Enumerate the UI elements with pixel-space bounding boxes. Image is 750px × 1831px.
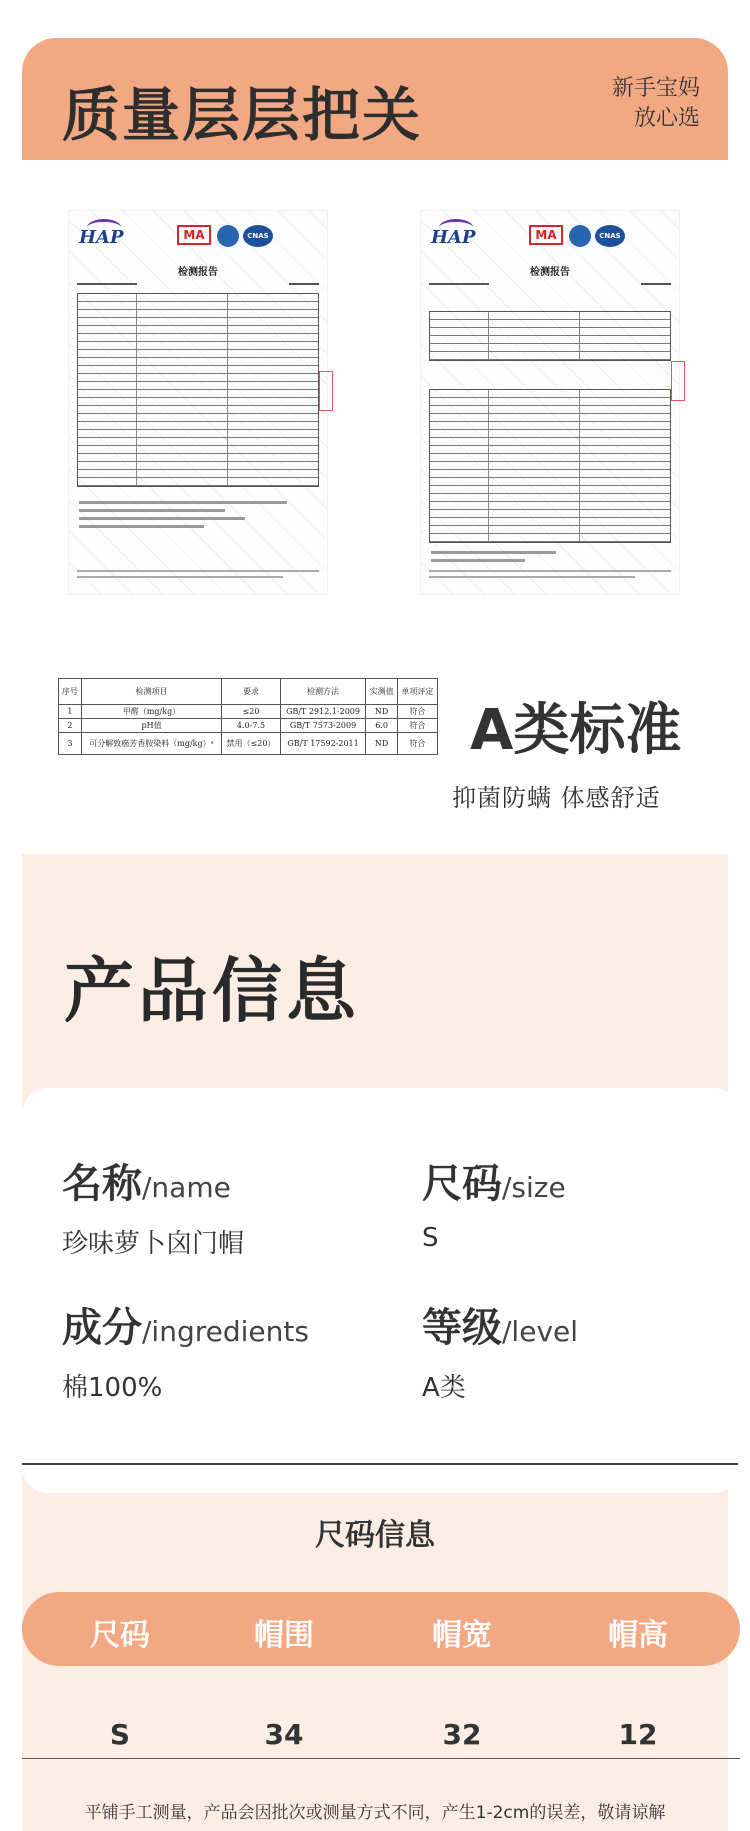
size-info-heading: 尺码信息 bbox=[315, 1518, 435, 1553]
table-cell: 符合 bbox=[397, 733, 437, 755]
report-meta bbox=[77, 279, 319, 289]
table-header-cell: 序号 bbox=[59, 679, 82, 705]
name-value: 珍味萝卜囟门帽 bbox=[62, 1229, 245, 1259]
report-notes bbox=[79, 501, 287, 531]
table-header-cell: 实测值 bbox=[366, 679, 397, 705]
report-seal bbox=[671, 361, 685, 401]
table-cell: GB/T 7573-2009 bbox=[280, 719, 366, 733]
report-footer bbox=[77, 570, 319, 584]
table-cell: ≤20 bbox=[222, 705, 280, 719]
table-row bbox=[59, 705, 438, 719]
product-info-card bbox=[22, 1088, 740, 1493]
report-logos bbox=[431, 223, 671, 259]
level-label: 等级 bbox=[422, 1305, 502, 1351]
size-value: S bbox=[422, 1223, 439, 1253]
table-cell: 4.0-7.5 bbox=[222, 719, 280, 733]
info-size bbox=[422, 1152, 566, 1253]
hap-logo: HAP bbox=[431, 227, 476, 248]
table-row bbox=[59, 719, 438, 733]
level-value: A类 bbox=[422, 1373, 466, 1403]
report-logos bbox=[79, 223, 319, 259]
table-cell: ND bbox=[366, 705, 397, 719]
table-header-cell: 检测项目 bbox=[81, 679, 221, 705]
ma-logo: MA bbox=[529, 225, 563, 245]
name-label: 名称 bbox=[62, 1161, 142, 1207]
table-row bbox=[59, 733, 438, 755]
table-cell: GB/T 2912.1-2009 bbox=[280, 705, 366, 719]
cnas-logo: CNAS bbox=[595, 225, 625, 247]
report-meta bbox=[429, 279, 671, 289]
size-cell: S bbox=[109, 1718, 131, 1751]
report-title: 检测报告 bbox=[178, 267, 218, 278]
table-cell: 可分解致癌芳香胺染料（mg/kg）ᵃ bbox=[81, 733, 221, 755]
slogan-line-2: 放心选 bbox=[633, 106, 700, 131]
report-table-top bbox=[429, 311, 671, 361]
circumference-column-header: 帽围 bbox=[254, 1618, 314, 1653]
table-cell: pH值 bbox=[81, 719, 221, 733]
ilac-logo bbox=[569, 225, 591, 247]
test-reports bbox=[0, 160, 750, 640]
divider bbox=[22, 1463, 738, 1465]
report-seal bbox=[319, 371, 333, 411]
report-title: 检测报告 bbox=[530, 267, 570, 278]
product-info-title: 产品信息 bbox=[64, 950, 360, 1032]
table-cell: 符合 bbox=[397, 705, 437, 719]
report-table bbox=[77, 293, 319, 487]
slogan-line-1: 新手宝妈 bbox=[611, 76, 700, 101]
info-ingredients bbox=[62, 1296, 309, 1404]
table-cell: 1 bbox=[59, 705, 82, 719]
quality-slogan bbox=[612, 74, 700, 134]
quality-banner bbox=[22, 38, 728, 160]
table-cell: 符合 bbox=[397, 719, 437, 733]
table-cell: 禁用（≤20） bbox=[222, 733, 280, 755]
cnas-logo: CNAS bbox=[243, 225, 273, 247]
test-report-image-2 bbox=[420, 210, 680, 595]
level-label-en: /level bbox=[502, 1315, 579, 1348]
info-level bbox=[422, 1296, 578, 1404]
ma-logo: MA bbox=[177, 225, 211, 245]
table-cell: 3 bbox=[59, 733, 82, 755]
width-cell: 32 bbox=[442, 1718, 482, 1751]
table-cell: 甲醛（mg/kg） bbox=[81, 705, 221, 719]
quality-title: 质量层层把关 bbox=[62, 81, 423, 149]
circumference-cell: 34 bbox=[264, 1718, 304, 1751]
report-table-bottom bbox=[429, 389, 671, 543]
info-name bbox=[62, 1152, 244, 1260]
size-label: 尺码 bbox=[422, 1161, 502, 1207]
size-table-header bbox=[22, 1592, 740, 1666]
ingredients-value: 棉100% bbox=[62, 1373, 163, 1403]
table-header-cell: 要求 bbox=[222, 679, 280, 705]
size-label-en: /size bbox=[502, 1171, 566, 1204]
standard-table-header bbox=[59, 679, 438, 705]
test-report-image-1 bbox=[68, 210, 328, 595]
ingredients-label: 成分 bbox=[62, 1305, 142, 1351]
table-cell: 6.0 bbox=[366, 719, 397, 733]
height-cell: 12 bbox=[618, 1718, 658, 1751]
table-cell: GB/T 17592-2011 bbox=[280, 733, 366, 755]
divider bbox=[22, 1758, 740, 1759]
hap-logo: HAP bbox=[79, 227, 124, 248]
table-cell: ND bbox=[366, 733, 397, 755]
standard-subtitle: 抑菌防螨 体感舒适 bbox=[452, 784, 661, 812]
ingredients-label-en: /ingredients bbox=[142, 1315, 309, 1348]
standard-test-table bbox=[58, 678, 438, 755]
height-column-header: 帽高 bbox=[608, 1618, 668, 1653]
report-footer bbox=[429, 570, 671, 584]
ilac-logo bbox=[217, 225, 239, 247]
table-header-cell: 检测方法 bbox=[280, 679, 366, 705]
measurement-note: 平铺手工测量，产品会因批次或测量方式不同，产生1-2cm的误差，敬请谅解 bbox=[84, 1803, 666, 1823]
table-header-cell: 单项评定 bbox=[397, 679, 437, 705]
name-label-en: /name bbox=[142, 1171, 231, 1204]
size-column-header: 尺码 bbox=[90, 1618, 150, 1653]
standard-grade-title: A类标准 bbox=[470, 698, 682, 763]
width-column-header: 帽宽 bbox=[432, 1618, 492, 1653]
table-cell: 2 bbox=[59, 719, 82, 733]
